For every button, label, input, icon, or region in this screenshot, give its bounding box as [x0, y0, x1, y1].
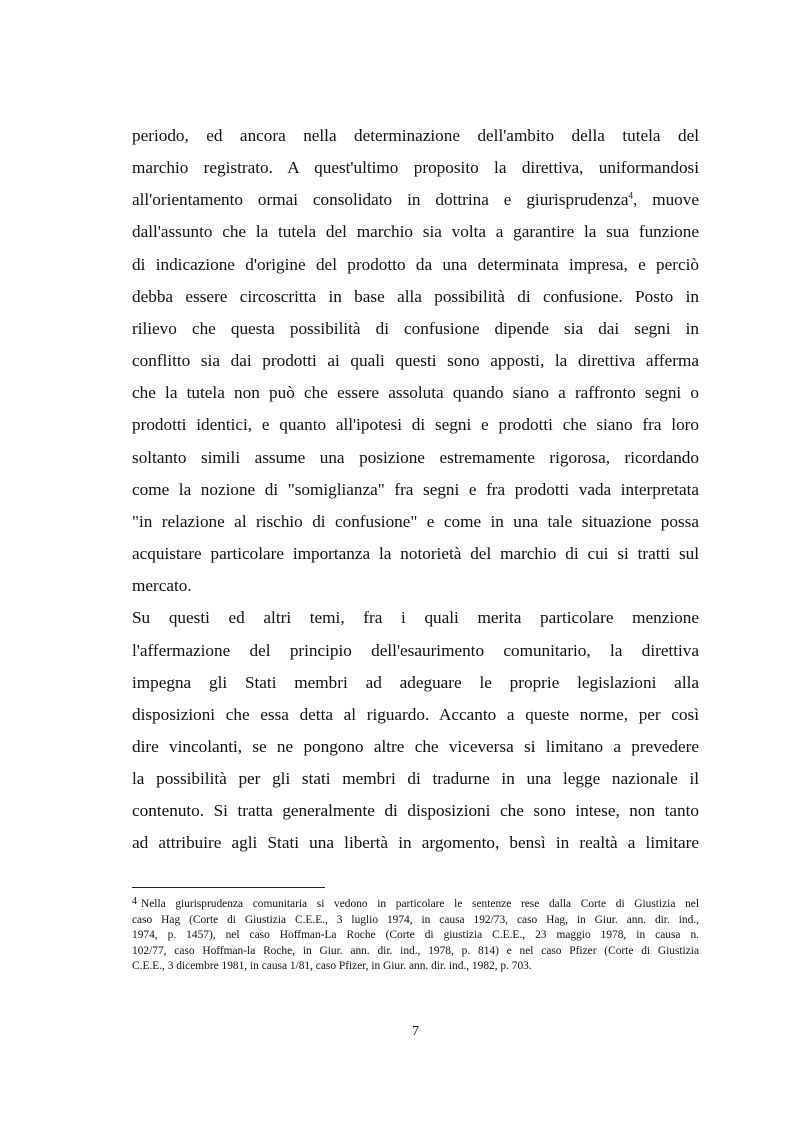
footnote: [132, 897, 699, 975]
body-line: conflitto sia dai prodotti ai quali questi sono apposti, la direttiva afferma: [132, 351, 699, 371]
body-text: [132, 120, 699, 860]
footnote-line: [132, 897, 699, 913]
body-line: che la tutela non può che essere assoluta quando siano a raffronto segni o: [132, 383, 699, 403]
body-line: di indicazione d'origine del prodotto da una determinata impresa, e perciò: [132, 254, 699, 274]
body-line: soltanto simili assume una posizione estremamente rigorosa, ricordando: [132, 447, 699, 467]
footnote-line: 1974, p. 1457), nel caso Hoffman-La Roche (Corte di giustizia C.E.E., 23 maggio 1978, in causa n.: [132, 929, 699, 942]
body-line: prodotti identici, e quanto all'ipotesi di segni e prodotti che siano fra loro: [132, 415, 699, 435]
page-number: 7: [412, 1024, 419, 1039]
body-line: marchio registrato. A quest'ultimo proposito la direttiva, uniformandosi: [132, 158, 699, 178]
body-line: disposizioni che essa detta al riguardo. Accanto a queste norme, per così: [132, 704, 699, 724]
body-line: rilievo che questa possibilità di confusione dipende sia dai segni in: [132, 318, 699, 338]
body-line: contenuto. Si tratta generalmente di disposizioni che sono intese, non tanto: [132, 801, 699, 821]
body-line: ad attribuire agli Stati una libertà in argomento, bensì in realtà a limitare: [132, 833, 699, 853]
body-line: la possibilità per gli stati membri di tradurne in una legge nazionale il: [132, 769, 699, 789]
footnote-mark: 4: [132, 896, 137, 907]
footnote-reference: 4: [628, 190, 633, 201]
body-line: dall'assunto che la tutela del marchio sia volta a garantire la sua funzione: [132, 222, 699, 242]
body-line: acquistare particolare importanza la notorietà del marchio di cui si tratti sul: [132, 544, 699, 564]
body-line: debba essere circoscritta in base alla possibilità di confusione. Posto in: [132, 286, 699, 306]
footnote-line: C.E.E., 3 dicembre 1981, in causa 1/81, caso Pfizer, in Giur. ann. dir. ind., 1982, p. 703.: [132, 960, 532, 973]
body-line: dire vincolanti, se ne pongono altre che viceversa si limitano a prevedere: [132, 736, 699, 756]
body-line: come la nozione di "somiglianza" fra segni e fra prodotti vada interpretata: [132, 479, 699, 499]
footnote-line: 102/77, caso Hoffman-la Roche, in Giur. ann. dir. ind., 1978, p. 814) e nel caso Pfizer (Corte di Giustizia: [132, 944, 699, 957]
body-line: Su questi ed altri temi, fra i quali merita particolare menzione: [132, 608, 699, 628]
body-line: l'affermazione del principio dell'esaurimento comunitario, la direttiva: [132, 640, 699, 660]
footnote-separator: [132, 887, 325, 888]
body-line: "in relazione al rischio di confusione" e come in una tale situazione possa: [132, 511, 699, 531]
footnote-line: caso Hag (Corte di Giustizia C.E.E., 3 luglio 1974, in causa 192/73, caso Hag, in Giur. ann. dir. ind.,: [132, 913, 699, 926]
footnote-line-text: Nella giurisprudenza comunitaria si vedono in particolare le sentenze rese dalla Corte di Giustizia nel: [141, 898, 699, 910]
body-line-text: all'orientamento ormai consolidato in dottrina e giurisprudenza: [132, 190, 629, 210]
body-line: mercato.: [132, 576, 192, 596]
body-line: impegna gli Stati membri ad adeguare le proprie legislazioni alla: [132, 672, 699, 692]
body-line: periodo, ed ancora nella determinazione dell'ambito della tutela del: [132, 126, 699, 145]
body-line: [132, 184, 699, 216]
body-line-tail: , muove: [632, 190, 699, 210]
